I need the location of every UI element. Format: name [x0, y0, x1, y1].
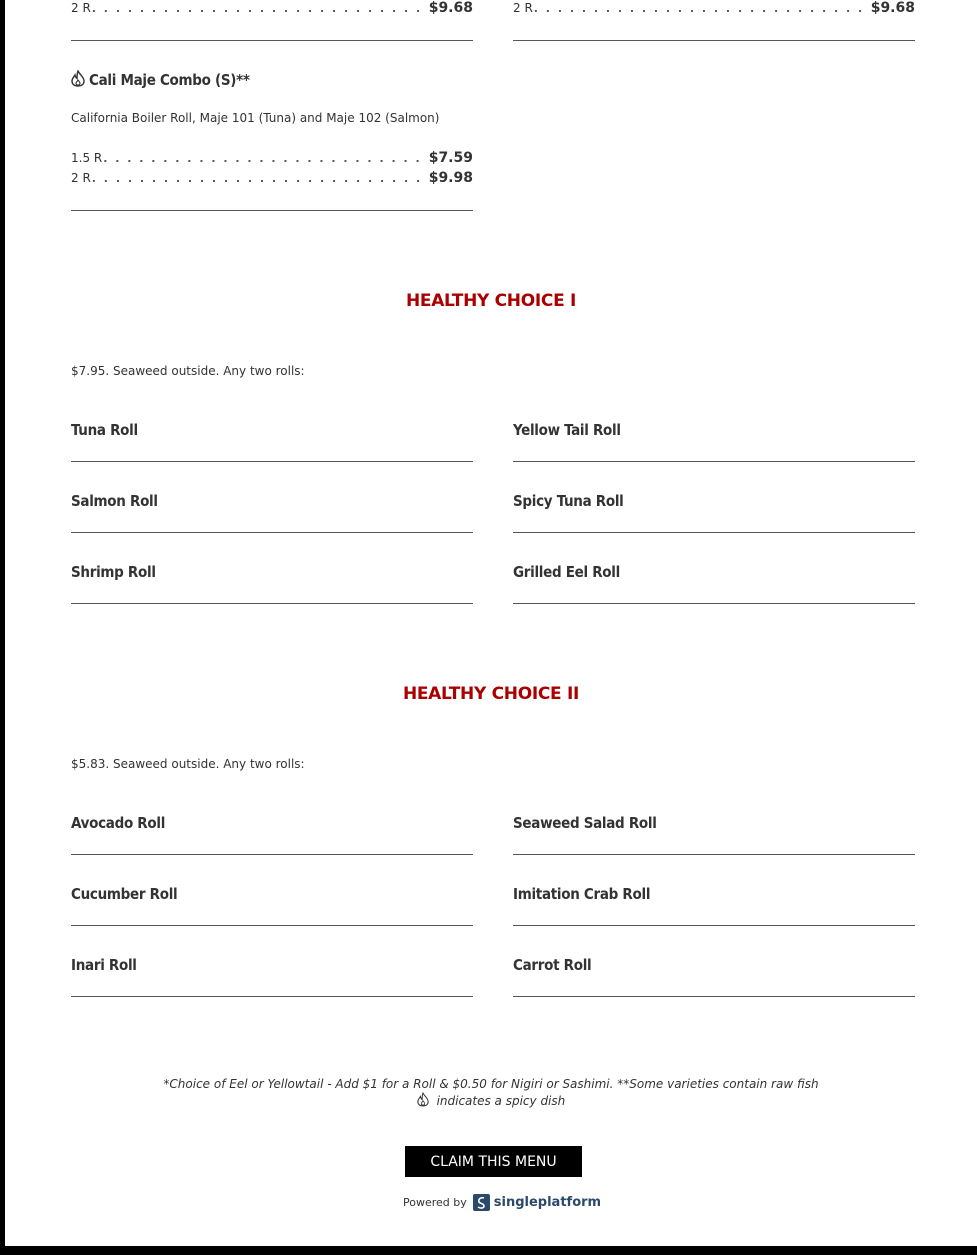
fire-icon [71, 70, 85, 91]
menu-item-name: Seaweed Salad Roll [513, 814, 657, 832]
section-title: HEALTHY CHOICE I [405, 291, 577, 311]
divider [71, 210, 473, 211]
price-dots [103, 152, 427, 165]
price-line [513, 0, 915, 20]
menu-item-name: Imitation Crab Roll [513, 885, 651, 903]
section-description: $5.83. Seaweed outside. Any two rolls: [71, 757, 305, 771]
divider [513, 40, 915, 41]
footnote: *Choice of Eel or Yellowtail - Add $1 for a Roll & $0.50 for Nigiri or Sashimi. **Some varieties contain raw fish [163, 1077, 819, 1091]
prev-item-left [71, 0, 473, 20]
menu-item-name: Spicy Tuna Roll [513, 492, 624, 510]
section-title: HEALTHY CHOICE II [402, 684, 580, 704]
divider [513, 603, 915, 604]
prev-item-right [513, 0, 915, 20]
menu-item-name: Salmon Roll [71, 492, 158, 510]
price-value: $9.98 [428, 170, 473, 186]
powered-by[interactable] [403, 1194, 601, 1211]
divider [513, 532, 915, 533]
price-dots [92, 172, 428, 185]
price-label: 2 R [71, 1, 91, 15]
price-dots [534, 2, 870, 15]
divider [71, 925, 473, 926]
menu-item-name: Cucumber Roll [71, 885, 178, 903]
divider [71, 461, 473, 462]
menu-item-name: Tuna Roll [71, 421, 138, 439]
divider [513, 461, 915, 462]
menu-item-name: Grilled Eel Roll [513, 563, 620, 581]
price-label: 1.5 R [71, 151, 103, 165]
divider [513, 996, 915, 997]
item-name: Cali Maje Combo (S)** [89, 71, 250, 89]
divider [71, 854, 473, 855]
spicy-legend-text: indicates a spicy dish [436, 1094, 566, 1108]
menu-item-name: Shrimp Roll [71, 563, 156, 581]
menu-item-name: Carrot Roll [513, 956, 592, 974]
price-line [71, 150, 473, 170]
menu-item-name: Yellow Tail Roll [513, 421, 621, 439]
divider [71, 40, 473, 41]
divider [513, 854, 915, 855]
divider [513, 925, 915, 926]
menu-item-name: Inari Roll [71, 956, 137, 974]
divider [71, 603, 473, 604]
price-list [71, 150, 473, 190]
price-value: $9.68 [428, 0, 473, 16]
brand-name: singleplatform [493, 1195, 602, 1210]
menu-item-title [71, 70, 250, 91]
menu-item-name: Avocado Roll [71, 814, 166, 832]
divider [71, 996, 473, 997]
item-description: California Boiler Roll, Maje 101 (Tuna) and Maje 102 (Salmon) [71, 111, 440, 125]
price-value: $9.68 [870, 0, 915, 16]
price-value: $7.59 [428, 150, 473, 166]
price-label: 2 R [71, 171, 91, 185]
spicy-legend [5, 1092, 977, 1111]
price-line [71, 0, 473, 20]
divider [71, 532, 473, 533]
section-description: $7.95. Seaweed outside. Any two rolls: [71, 364, 305, 378]
price-label: 2 R [513, 1, 533, 15]
powered-by-label: Powered by [403, 1196, 467, 1209]
price-dots [92, 2, 428, 15]
claim-menu-button[interactable]: CLAIM THIS MENU [405, 1146, 582, 1177]
singleplatform-logo-icon [473, 1194, 490, 1211]
fire-icon [417, 1092, 429, 1111]
menu-page [5, 0, 977, 1246]
price-line [71, 170, 473, 190]
